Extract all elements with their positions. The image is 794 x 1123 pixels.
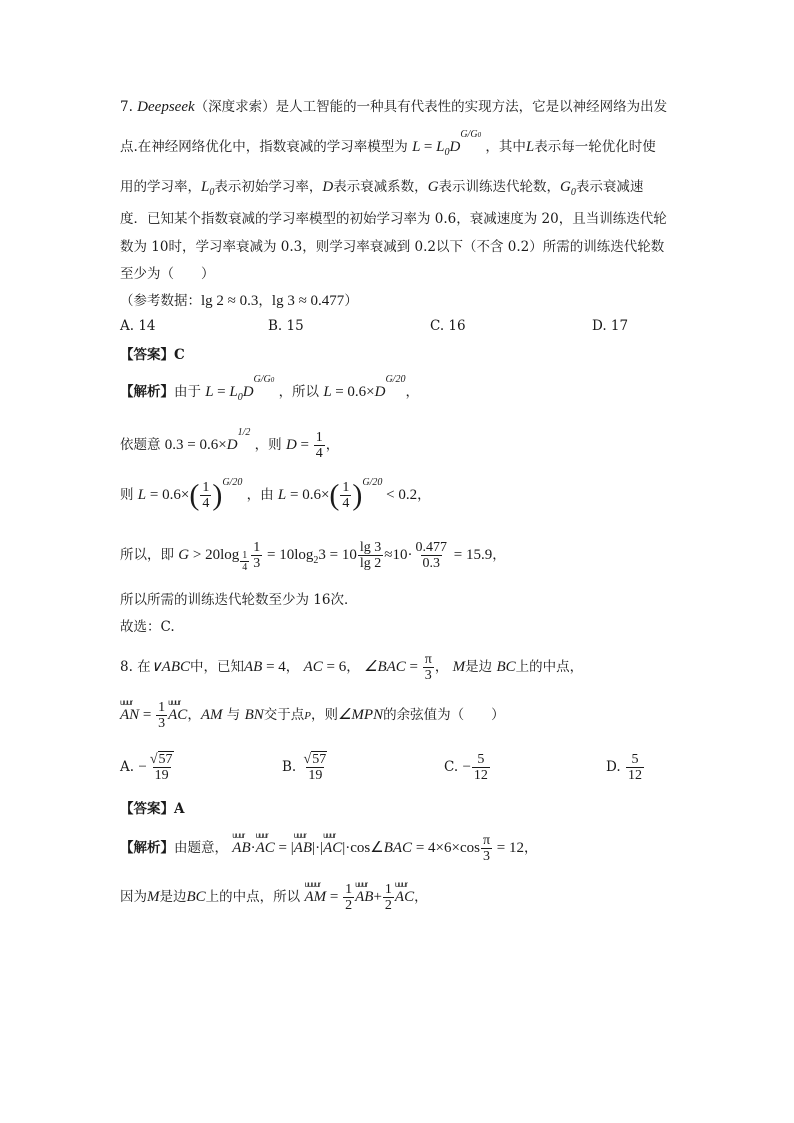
q8-solution-line-2: 因为M是边BC上的中点，所以 AM uuuur = $\frac{1}{2}$ AB uuur + $\frac{1}{2}$ AC uuur ， [120, 880, 428, 913]
q7-solution-line-6: 故选：C. [120, 619, 175, 635]
q7-option-d: D. 17 [592, 318, 629, 334]
q7-solution-line-4: 所以，即 G > 20log $\frac{1}{4}$ $\frac{1}{3}$ = $10\log_23 = 10$ $\frac{\lg 3}{\lg 2}$ ≈10· $\frac{0.477}{0.3}$ = 15.9， [120, 540, 506, 573]
q7-answer: 【答案】C [120, 347, 185, 363]
q8-line-2: AN uuur = $\frac{1}{3}$ AC uuur ，AM 与 BN交于点P，则∠MPN的余弦值为（ ） [120, 698, 505, 731]
q7-solution-line-1: 【解析】由于 $L = L_0D^{G/G0}$ ，所以 $L = 0.6\times D^{G/20}$， [120, 374, 419, 403]
q8-answer: 【答案】A [120, 801, 185, 817]
q7-option-b: B. 15 [268, 318, 304, 334]
q7-reference-data: （参考数据：lg 2 ≈ 0.3，lg 3 ≈ 0.477） [120, 293, 358, 309]
q7-solution-line-5: 所以所需的训练迭代轮数至少为 16次． [120, 592, 358, 608]
q8-solution-line-1: 【解析】由题意， AB uuur ·AC uuur = |AB uuur |·|AC uuur |·cos∠BAC = 4×6×cos $\frac{\pi}{3}$ = 12， [120, 831, 538, 864]
q7-solution-line-2: 依题意 $0.3 = 0.6\times D^{1/2}$ ，则 D = $\frac{1}{4}$ ， [120, 427, 340, 461]
q8-option-a: A. − $\frac{√57}{19}$ [120, 752, 173, 783]
formula-lr-model: $L = L_0D^{G/G0}$ [412, 129, 482, 158]
q7-solution-line-3: 则 L = 0.6×( $\frac{1}{4}$ )$^{G/20}$ ，由 L = 0.6×( $\frac{1}{4}$ )$^{G/20}$ < 0.2， [120, 477, 431, 512]
q8-option-c: C. − $\frac{5}{12}$ [444, 752, 488, 783]
q8-line-1: 8. 在∨ABC中，已知AB = 4， AC = 6， ∠BAC = $\frac{\pi}{3}$ ， M是边 BC上的中点， [120, 652, 584, 683]
q7-option-a: A. 14 [120, 318, 156, 334]
q7-line-5: 数为 10时，学习率衰减为 0.3，则学习率衰减到 0.2以下（不含 0.2）所需的训练迭代轮数 [120, 239, 665, 255]
q7-option-c: C. 16 [430, 318, 466, 334]
q8-option-b: B. $\frac{√57}{19}$ [282, 752, 327, 783]
q7-line-3: 用的学习率，$L_0$表示初始学习率，D表示衰减系数，G表示训练迭代轮数，$G_0$表示衰减速 [120, 179, 644, 198]
q7-line-2: 点.在神经网络优化中，指数衰减的学习率模型为 $L = L_0D^{G/G0}$ ，其中L表示每一轮优化时使 [120, 129, 656, 158]
q8-option-d: D. $\frac{5}{12}$ [606, 752, 642, 783]
q7-line-4: 度．已知某个指数衰减的学习率模型的初始学习率为 0.6，衰减速度为 20，且当训练迭代轮 [120, 211, 667, 227]
q7-line-1: 7. Deepseek（深度求索）是人工智能的一种具有代表性的实现方法，它是以神经网络为出发 [120, 99, 668, 115]
q7-line-6: 至少为（ ） [120, 266, 215, 282]
deepseek-name: Deepseek [137, 99, 195, 115]
